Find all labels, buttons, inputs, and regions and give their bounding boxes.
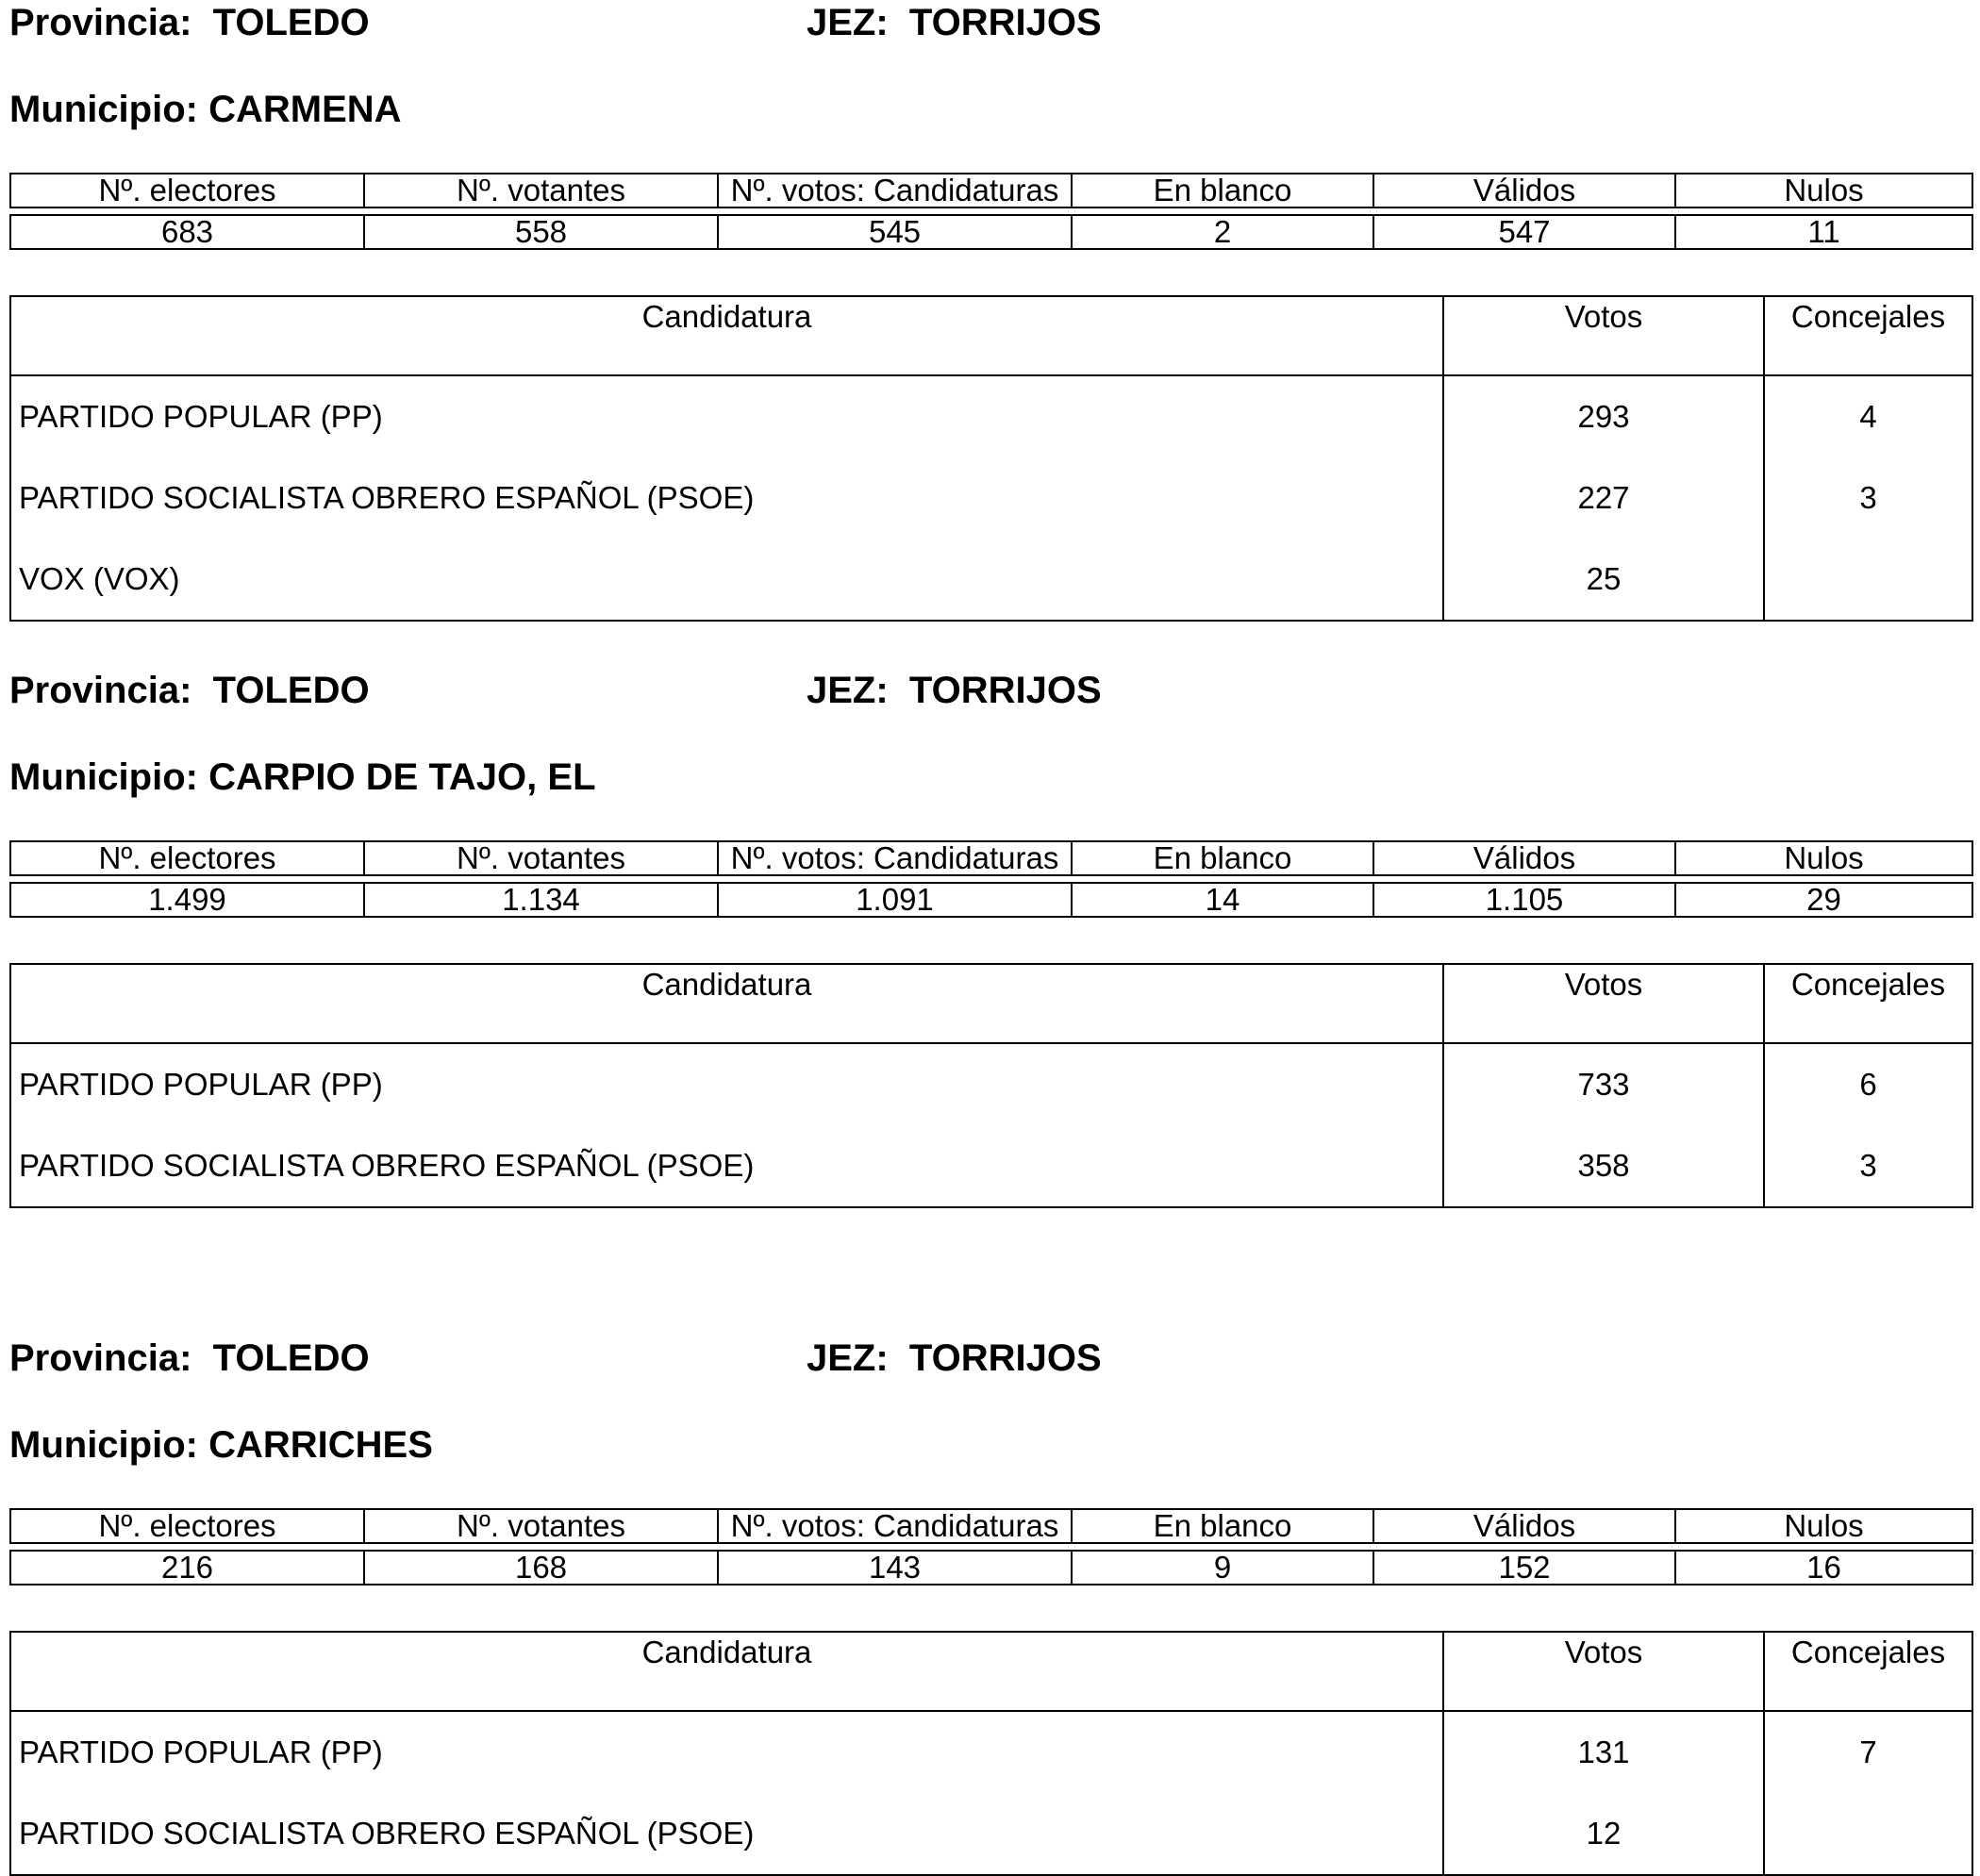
jez-heading: JEZ: TORRIJOS (807, 2, 1102, 43)
municipio-heading: Municipio: CARPIO DE TAJO, EL (9, 756, 596, 798)
candidatura-nombre: PARTIDO POPULAR (PP) (10, 375, 1443, 457)
candidatura-header: Candidatura (10, 1632, 1443, 1711)
table-row (10, 1793, 1972, 1875)
candidatura-nombre: PARTIDO SOCIALISTA OBRERO ESPAÑOL (PSOE) (10, 457, 1443, 539)
stats-en-blanco: 14 (1072, 883, 1373, 917)
candidatura-votos: 227 (1443, 457, 1764, 539)
candidatura-concejales: 6 (1859, 1067, 1877, 1102)
stats-electores: 1.499 (10, 883, 364, 917)
stats-value-row (10, 883, 1972, 917)
votos-header: Votos (1443, 296, 1764, 375)
stats-header-votos-candidaturas: Nº. votos: Candidaturas (718, 174, 1072, 208)
stats-header-en-blanco: En blanco (1072, 1509, 1373, 1543)
candidatura-votos: 358 (1443, 1125, 1764, 1207)
candidaturas-table (9, 295, 1973, 622)
candidatura-concejales: 7 (1859, 1735, 1877, 1769)
stats-value-row (10, 215, 1972, 249)
stats-header-en-blanco: En blanco (1072, 174, 1373, 208)
stats-header-votantes: Nº. votantes (364, 174, 718, 208)
stats-votos-candidaturas: 545 (718, 215, 1072, 249)
stats-header-row (10, 841, 1972, 875)
stats-header-nulos: Nulos (1675, 1509, 1972, 1543)
municipio-heading: Municipio: CARRICHES (9, 1424, 433, 1466)
stats-nulos: 16 (1675, 1551, 1972, 1585)
table-row (10, 375, 1972, 457)
candidaturas-table (9, 963, 1973, 1208)
candidatura-concejales: 3 (1859, 1148, 1877, 1183)
candidatura-concejales: 3 (1859, 480, 1877, 515)
candidatura-nombre: PARTIDO SOCIALISTA OBRERO ESPAÑOL (PSOE) (10, 1125, 1443, 1207)
candidatura-concejales (1764, 1793, 1972, 1875)
votos-header: Votos (1443, 964, 1764, 1043)
jez-heading: JEZ: TORRIJOS (807, 670, 1102, 711)
stats-header-nulos: Nulos (1675, 841, 1972, 875)
stats-header-electores: Nº. electores (10, 1509, 364, 1543)
stats-electores: 683 (10, 215, 364, 249)
candidatura-votos: 131 (1443, 1711, 1764, 1793)
stats-table (9, 173, 1973, 250)
candidatura-votos: 25 (1443, 539, 1764, 621)
concejales-header: Concejales (1764, 296, 1972, 375)
table-row (10, 1043, 1972, 1125)
stats-table (9, 1508, 1973, 1585)
stats-header-electores: Nº. electores (10, 174, 364, 208)
stats-en-blanco: 9 (1072, 1551, 1373, 1585)
candidatura-concejales: 4 (1859, 399, 1877, 434)
candidatura-votos: 733 (1443, 1043, 1764, 1125)
table-row (10, 539, 1972, 621)
jez-heading: JEZ: TORRIJOS (807, 1337, 1102, 1379)
candidatura-nombre: PARTIDO POPULAR (PP) (10, 1711, 1443, 1793)
concejales-header: Concejales (1764, 964, 1972, 1043)
candidatura-votos: 12 (1443, 1793, 1764, 1875)
stats-votantes: 558 (364, 215, 718, 249)
stats-header-electores: Nº. electores (10, 841, 364, 875)
table-row (10, 1711, 1972, 1793)
stats-value-row (10, 1551, 1972, 1585)
stats-votantes: 168 (364, 1551, 718, 1585)
stats-header-row (10, 1509, 1972, 1543)
stats-table (9, 840, 1973, 918)
stats-en-blanco: 2 (1072, 215, 1373, 249)
stats-electores: 216 (10, 1551, 364, 1585)
table-row (10, 1125, 1972, 1207)
candidatura-nombre: PARTIDO SOCIALISTA OBRERO ESPAÑOL (PSOE) (10, 1793, 1443, 1875)
candidatura-votos: 293 (1443, 375, 1764, 457)
stats-votos-candidaturas: 1.091 (718, 883, 1072, 917)
provincia-heading: Provincia: TOLEDO (9, 1337, 370, 1379)
stats-validos: 547 (1373, 215, 1675, 249)
stats-nulos: 11 (1675, 215, 1972, 249)
provincia-heading: Provincia: TOLEDO (9, 670, 370, 711)
candidaturas-table (9, 1631, 1973, 1876)
provincia-heading: Provincia: TOLEDO (9, 2, 370, 43)
stats-votantes: 1.134 (364, 883, 718, 917)
stats-nulos: 29 (1675, 883, 1972, 917)
stats-validos: 152 (1373, 1551, 1675, 1585)
stats-validos: 1.105 (1373, 883, 1675, 917)
candidaturas-header-row (10, 296, 1972, 375)
candidatura-concejales (1764, 539, 1972, 621)
stats-header-row (10, 174, 1972, 208)
stats-header-validos: Válidos (1373, 174, 1675, 208)
candidaturas-header-row (10, 1632, 1972, 1711)
stats-header-nulos: Nulos (1675, 174, 1972, 208)
stats-header-en-blanco: En blanco (1072, 841, 1373, 875)
stats-header-votos-candidaturas: Nº. votos: Candidaturas (718, 841, 1072, 875)
stats-header-validos: Válidos (1373, 1509, 1675, 1543)
candidatura-header: Candidatura (10, 964, 1443, 1043)
votos-header: Votos (1443, 1632, 1764, 1711)
table-row (10, 457, 1972, 539)
stats-header-votos-candidaturas: Nº. votos: Candidaturas (718, 1509, 1072, 1543)
concejales-header: Concejales (1764, 1632, 1972, 1711)
candidaturas-header-row (10, 964, 1972, 1043)
stats-votos-candidaturas: 143 (718, 1551, 1072, 1585)
candidatura-nombre: PARTIDO POPULAR (PP) (10, 1043, 1443, 1125)
stats-header-votantes: Nº. votantes (364, 841, 718, 875)
stats-header-votantes: Nº. votantes (364, 1509, 718, 1543)
stats-header-validos: Válidos (1373, 841, 1675, 875)
candidatura-nombre: VOX (VOX) (10, 539, 1443, 621)
candidatura-header: Candidatura (10, 296, 1443, 375)
municipio-heading: Municipio: CARMENA (9, 89, 402, 130)
